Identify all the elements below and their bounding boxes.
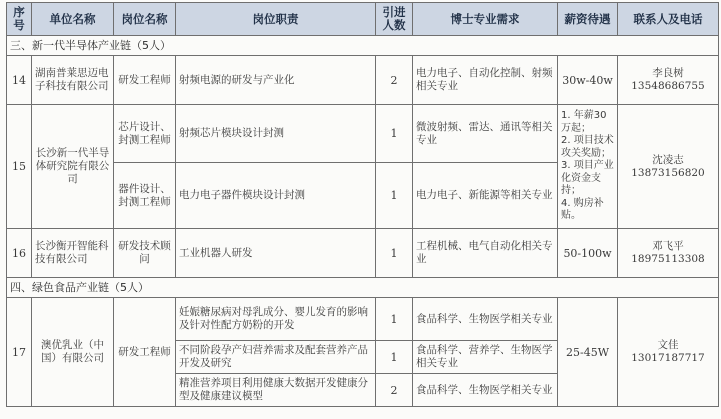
row-major: 微波射频、雷达、通讯等相关专业	[413, 105, 558, 163]
contact-name: 邓飞平	[652, 240, 684, 252]
recruitment-table	[6, 2, 719, 407]
row-unit: 澳优乳业（中国）有限公司	[32, 298, 114, 407]
row-duty: 精准营养项目利用健康大数据开发健康分型及健康建议模型	[176, 374, 376, 407]
row-count: 1	[376, 163, 413, 229]
row-major: 食品科学、营养学、生物医学相关专业	[413, 341, 558, 374]
row-contact	[618, 229, 719, 278]
header-position: 岗位名称	[114, 3, 176, 36]
header-duties: 岗位职责	[176, 3, 376, 36]
row-duty: 工业机器人研发	[176, 229, 376, 278]
contact-phone: 13873156820	[631, 166, 705, 179]
row-major: 食品科学、生物医学相关专业	[413, 298, 558, 341]
row-count: 2	[376, 374, 413, 407]
row-contact	[618, 56, 719, 105]
row-count: 1	[376, 298, 413, 341]
row-seq: 14	[7, 56, 32, 105]
table-row	[7, 56, 719, 105]
benefit-item: 4. 购房补贴。	[561, 197, 604, 222]
header-count: 引进人数	[376, 3, 413, 36]
row-duty: 妊娠糖尿病对母乳成分、婴儿发育的影响及针对性配方奶粉的开发	[176, 298, 376, 341]
row-position: 研发工程师	[114, 298, 176, 407]
row-contact	[618, 105, 719, 229]
row-unit: 长沙衡开智能科技有限公司	[32, 229, 114, 278]
contact-phone: 18975113308	[631, 253, 705, 265]
header-contact: 联系人及电话	[618, 3, 719, 36]
benefit-item: 3. 项目产业化资金支持；	[561, 160, 614, 197]
row-salary: 25-45W	[558, 298, 618, 407]
row-position: 芯片设计、封测工程师	[114, 105, 176, 163]
benefit-item: 1. 年薪30万起；	[561, 110, 607, 134]
row-position: 研发技术顾问	[114, 229, 176, 278]
row-salary: 50-100w	[558, 229, 618, 278]
row-seq: 16	[7, 229, 32, 278]
header-salary: 薪资待遇	[558, 3, 618, 36]
benefit-item: 2. 项目技术攻关奖励；	[561, 135, 614, 159]
contact-phone: 13548686755	[631, 80, 705, 92]
contact-name: 文佳	[657, 339, 679, 351]
row-salary: 30w-40w	[558, 56, 618, 105]
row-seq: 15	[7, 105, 32, 229]
table-row	[7, 105, 719, 163]
row-duty: 不同阶段孕产妇营养需求及配套营养产品开发及研究	[176, 341, 376, 374]
header-seq: 序号	[7, 3, 32, 36]
section-title: 四、绿色食品产业链（5人）	[7, 278, 719, 298]
contact-name: 李良树	[652, 67, 684, 79]
contact-name: 沈凌志	[652, 153, 684, 166]
row-duty: 射频电源的研发与产业化	[176, 56, 376, 105]
row-seq: 17	[7, 298, 32, 407]
row-duty: 电力电子器件模块设计封测	[176, 163, 376, 229]
row-count: 1	[376, 229, 413, 278]
row-unit: 湖南普莱思迈电子科技有限公司	[32, 56, 114, 105]
row-position: 器件设计、封测工程师	[114, 163, 176, 229]
header-row	[7, 3, 719, 36]
row-benefits	[558, 105, 618, 229]
header-unit: 单位名称	[32, 3, 114, 36]
row-contact	[618, 298, 719, 407]
header-major: 博士专业需求	[413, 3, 558, 36]
row-unit: 长沙新一代半导体研究院有限公司	[32, 105, 114, 229]
row-count: 1	[376, 105, 413, 163]
section-title: 三、新一代半导体产业链（5人）	[7, 36, 719, 56]
section-row	[7, 278, 719, 298]
row-major: 电力电子、自动化控制、射频相关专业	[413, 56, 558, 105]
table-row	[7, 298, 719, 341]
row-duty: 射频芯片模块设计封测	[176, 105, 376, 163]
contact-phone: 13017187717	[631, 352, 705, 364]
row-major: 工程机械、电气自动化相关专业	[413, 229, 558, 278]
row-count: 2	[376, 56, 413, 105]
table-row	[7, 229, 719, 278]
row-count: 1	[376, 341, 413, 374]
row-major: 食品科学、生物医学相关专业	[413, 374, 558, 407]
row-major: 电力电子、新能源等相关专业	[413, 163, 558, 229]
section-row	[7, 36, 719, 56]
row-position: 研发工程师	[114, 56, 176, 105]
